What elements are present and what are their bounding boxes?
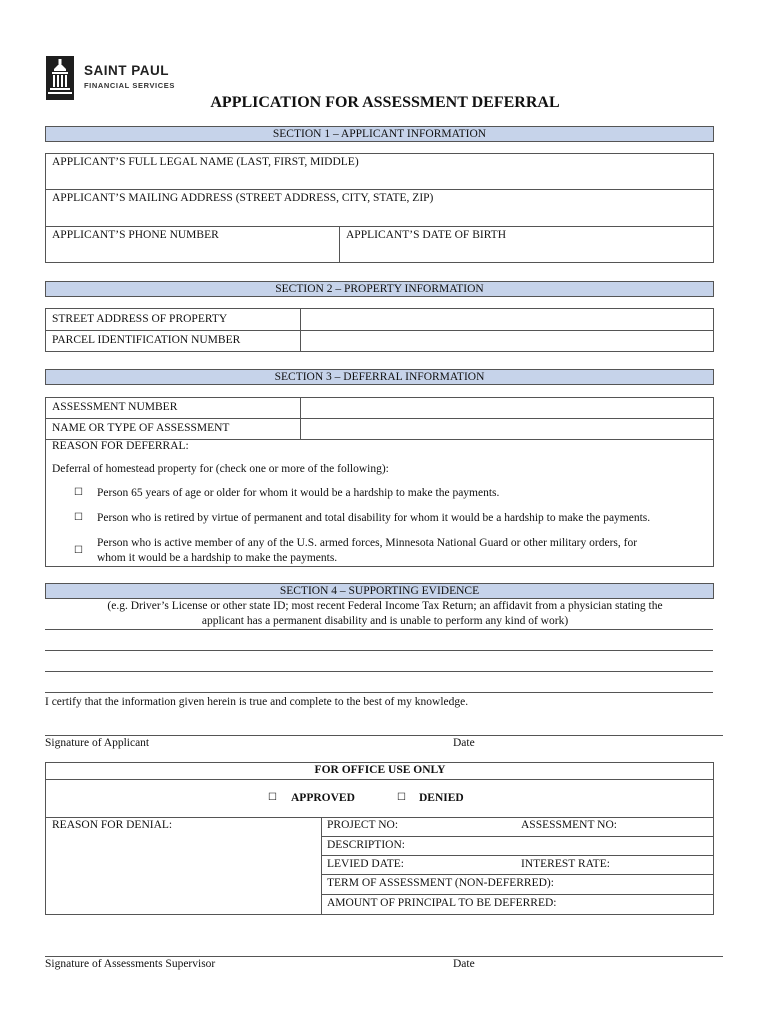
property-street-label: STREET ADDRESS OF PROPERTY [52,313,228,325]
divider [300,308,301,352]
supervisor-signature-line[interactable] [45,956,723,957]
section3-header: SECTION 3 – DEFERRAL INFORMATION [45,369,714,385]
assessment-number-label: ASSESSMENT NUMBER [52,401,178,413]
assessment-type-label: NAME OR TYPE OF ASSESSMENT [52,422,230,434]
option-disability-label: Person who is retired by virtue of permanent and total disability for whom it would be a hardship to make the payments. [97,512,651,524]
assessment-type-field[interactable] [302,419,712,438]
section1-header: SECTION 1 – APPLICANT INFORMATION [45,126,714,142]
logo-subtitle: FINANCIAL SERVICES [84,81,175,90]
applicant-phone-field[interactable] [46,243,338,262]
denied-checkbox[interactable]: ☐ [397,792,406,803]
divider [321,817,322,915]
option-military-label: Person who is active member of any of the U.S. armed forces, Minnesota National Guard or other military orders, for [97,537,638,549]
evidence-line[interactable] [45,650,713,651]
divider [321,874,714,875]
divider [45,779,714,780]
applicant-phone-label: APPLICANT’S PHONE NUMBER [52,229,219,241]
deferral-instruction: Deferral of homestead property for (check one or more of the following): [52,463,389,475]
section2-header: SECTION 2 – PROPERTY INFORMATION [45,281,714,297]
evidence-line[interactable] [45,671,713,672]
section4-header: SECTION 4 – SUPPORTING EVIDENCE [45,583,714,599]
divider [45,817,714,818]
applicant-date-label: Date [453,737,475,749]
denied-label: DENIED [419,792,464,804]
supervisor-date-label: Date [453,958,475,970]
description-label: DESCRIPTION: [327,839,405,851]
applicant-signature-line[interactable] [45,735,723,736]
approved-checkbox[interactable]: ☐ [268,792,277,803]
applicant-dob-label: APPLICANT’S DATE OF BIRTH [346,229,507,241]
office-use-header: FOR OFFICE USE ONLY [314,764,446,776]
principal-label: AMOUNT OF PRINCIPAL TO BE DEFERRED: [327,897,557,909]
levied-date-label: LEVIED DATE: [327,858,404,870]
parcel-id-field[interactable] [302,331,712,351]
divider [321,894,714,895]
divider [300,397,301,439]
applicant-address-field[interactable] [46,206,712,225]
supervisor-signature-label: Signature of Assessments Supervisor [45,958,216,970]
checkbox-age-65[interactable]: ☐ [74,487,83,498]
divider [321,855,714,856]
divider [321,836,714,837]
project-no-label: PROJECT NO: [327,819,399,831]
property-street-field[interactable] [302,309,712,329]
logo-title: SAINT PAUL [84,63,169,78]
approved-label: APPROVED [291,792,355,804]
evidence-line[interactable] [45,629,713,630]
evidence-note-line2: applicant has a permanent disability and is unable to perform any kind of work) [201,615,569,627]
applicant-name-field[interactable] [46,170,712,188]
reason-denial-label: REASON FOR DENIAL: [52,819,173,831]
certification-text: I certify that the information given herein is true and complete to the best of my knowledge. [45,696,469,708]
applicant-address-label: APPLICANT’S MAILING ADDRESS (STREET ADDRESS, CITY, STATE, ZIP) [52,192,434,204]
divider [45,226,714,227]
evidence-line[interactable] [45,692,713,693]
interest-rate-label: INTEREST RATE: [521,858,610,870]
applicant-name-label: APPLICANT’S FULL LEGAL NAME (LAST, FIRST, MIDDLE) [52,156,359,168]
term-label: TERM OF ASSESSMENT (NON-DEFERRED): [327,877,554,889]
assessment-no-label: ASSESSMENT NO: [521,819,617,831]
checkbox-military[interactable]: ☐ [74,545,83,556]
option-age-65-label: Person 65 years of age or older for whom it would be a hardship to make the payments. [97,487,500,499]
evidence-note-line1: (e.g. Driver’s License or other state ID; most recent Federal Income Tax Return; an affidavit from a physician stating the [107,600,663,612]
applicant-dob-field[interactable] [340,243,712,262]
parcel-id-label: PARCEL IDENTIFICATION NUMBER [52,334,241,346]
option-military-label-cont: whom it would be a hardship to make the payments. [97,552,338,564]
applicant-signature-label: Signature of Applicant [45,737,150,749]
reason-for-deferral-label: REASON FOR DEFERRAL: [52,440,189,452]
page-title: APPLICATION FOR ASSESSMENT DEFERRAL [210,94,560,111]
checkbox-disability[interactable]: ☐ [74,512,83,523]
assessment-number-field[interactable] [302,398,712,417]
divider [45,189,714,190]
